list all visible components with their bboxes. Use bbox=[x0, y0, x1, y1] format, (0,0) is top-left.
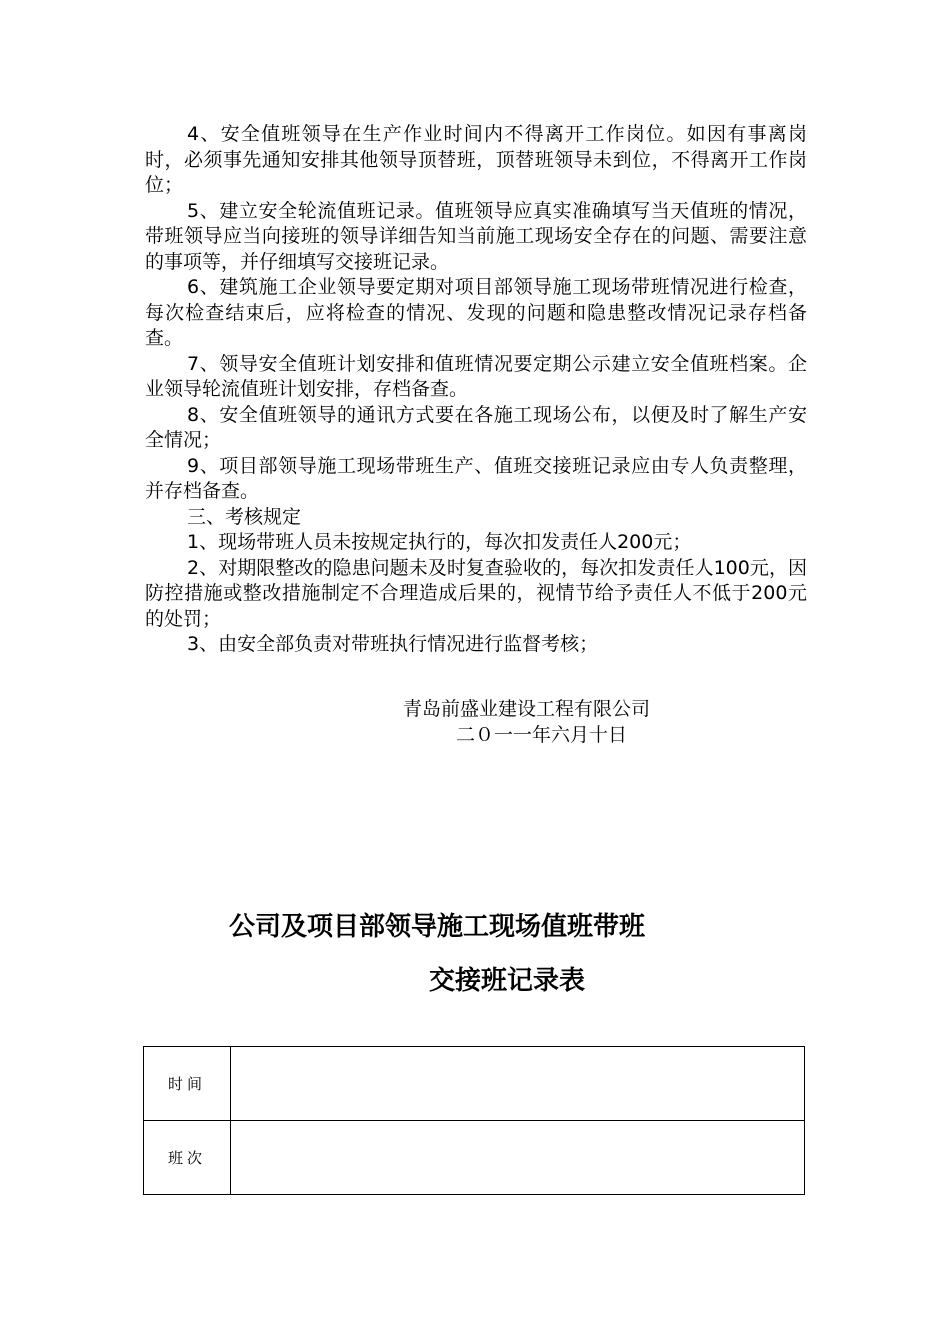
shift-value-cell[interactable] bbox=[231, 1121, 805, 1195]
assessment-item-3: 3、由安全部负责对带班执行情况进行监督考核； bbox=[187, 633, 599, 655]
form-title bbox=[0, 900, 950, 1008]
shift-label: 班次 bbox=[144, 1121, 231, 1195]
paragraph-4: 4、安全值班领导在生产作业时间内不得离开工作岗位。如因有事离岗时，必须事先通知安排其他领导顶替班，顶替班领导未到位，不得离开工作岗位； bbox=[145, 123, 807, 196]
paragraph-8: 8、安全值班领导的通讯方式要在各施工现场公布，以便及时了解生产安全情况； bbox=[145, 403, 807, 451]
assessment-item-1: 1、现场带班人员未按规定执行的，每次扣发责任人200元； bbox=[187, 531, 692, 553]
paragraph-7: 7、领导安全值班计划安排和值班情况要定期公示建立安全值班档案。企业领导轮流值班计划安排，存档备查。 bbox=[145, 352, 807, 400]
form-title-line-1: 公司及项目部领导施工现场值班带班 bbox=[229, 912, 646, 942]
assessment-item-2: 2、对期限整改的隐患问题未及时复查验收的，每次扣发责任人100元，因防控措施或整改措施制定不合理造成后果的，视情节给予责任人不低于200元的处罚； bbox=[145, 556, 807, 630]
company-name: 青岛前盛业建设工程有限公司 bbox=[403, 698, 651, 720]
table-row bbox=[144, 1047, 805, 1121]
document-date: 二０一一年六月十日 bbox=[456, 724, 628, 746]
handover-record-table bbox=[143, 1046, 805, 1195]
time-value-cell[interactable] bbox=[231, 1047, 805, 1121]
signature-block bbox=[360, 696, 740, 748]
paragraph-9: 9、项目部领导施工现场带班生产、值班交接班记录应由专人负责整理，并存档备查。 bbox=[145, 454, 807, 502]
section-heading-assessment: 三、考核规定 bbox=[187, 505, 302, 528]
time-label: 时间 bbox=[144, 1047, 231, 1121]
paragraph-5: 5、建立安全轮流值班记录。值班领导应真实准确填写当天值班的情况，带班领导应当向接班的领导详细告知当前施工现场安全存在的问题、需要注意的事项等，并仔细填写交接班记录。 bbox=[145, 199, 807, 273]
regulation-body bbox=[145, 122, 807, 658]
table-row bbox=[144, 1121, 805, 1195]
paragraph-6: 6、建筑施工企业领导要定期对项目部领导施工现场带班情况进行检查，每次检查结束后，应将检查的情况、发现的问题和隐患整改情况记录存档备查。 bbox=[145, 276, 807, 349]
form-title-line-2: 交接班记录表 bbox=[429, 966, 586, 996]
